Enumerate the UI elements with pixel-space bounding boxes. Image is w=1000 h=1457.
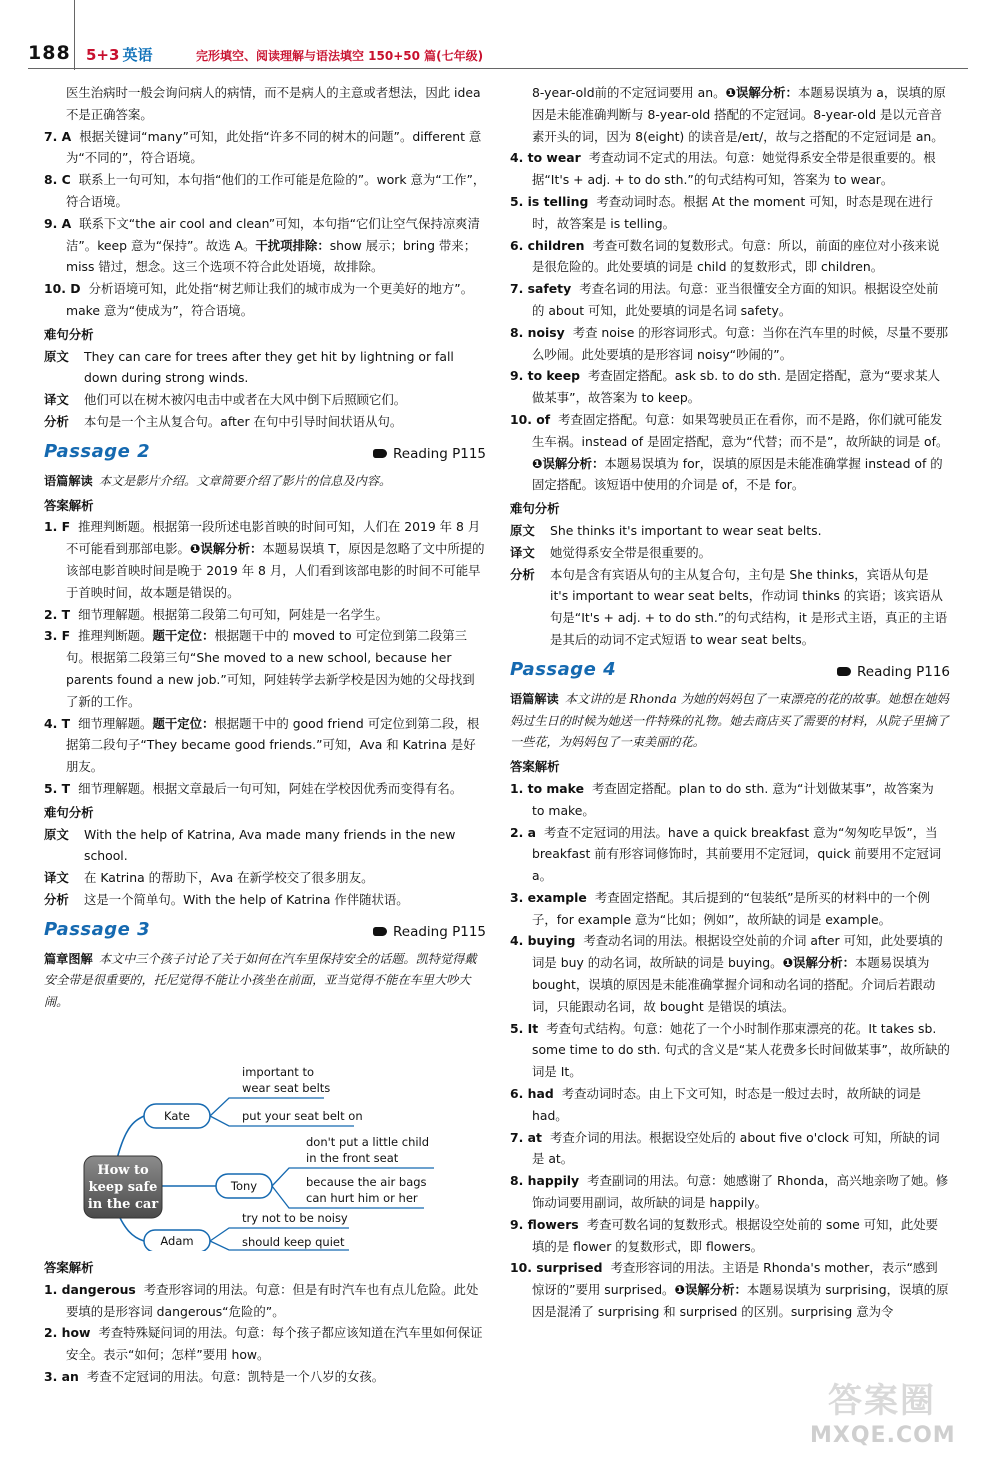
pointing-hand-icon bbox=[373, 927, 387, 936]
answer-item: 8. noisy 考查 noise 的形容词形式。句意：当你在汽车里的时候，尽量不要那么吵闹。此处要填的是形容词 noisy“吵闹的”。 bbox=[510, 324, 949, 362]
answer-item: 3. example 考查固定搭配。其后提到的“包装纸”是所买的材料中的一个例子，for example 意为“比如；例如”，故所缺的词是 example。 bbox=[510, 889, 930, 927]
passage-title: Passage 2 bbox=[44, 440, 151, 462]
answer-item: 10. of 考查固定搭配。句意：如果驾驶员正在看你，而不是路，你们就可能发生车祸。instead of 是固定搭配，意为“代替；而不是”，故所缺的词是 of。❶误解分析：本题易误填为 for，误填的原因是未能准确掌握 instead of 的固定搭配。该短语中使用的介词是 of，不是 for。 bbox=[510, 411, 949, 493]
passage-intro: 篇章图解 本文中三个孩子讨论了关于如何在汽车里保持安全的话题。凯特觉得戴安全带是很重要的，托尼觉得不能让小孩坐在前面，亚当觉得不能在车里大吵大闹。 bbox=[44, 951, 477, 1010]
answer-list-p1 bbox=[44, 126, 486, 322]
answer-item: 9. flowers 考查可数名词的复数形式。根据设空处前的 some 可知，此处要填的是 flower 的复数形式，即 flowers。 bbox=[510, 1216, 939, 1254]
analysis-row: 原文 They can care for trees after they get hit by lightning or fall down during strong winds. bbox=[44, 348, 454, 386]
analysis-row: 译文 他们可以在树木被闪电击中或者在大风中倒下后照顾它们。 bbox=[44, 392, 407, 408]
answer-item: 1. to make 考查固定搭配。plan to do sth. 意为“计划做某事”，故答案为 to make。 bbox=[510, 780, 934, 818]
node-adam-label: Adam bbox=[160, 1234, 194, 1249]
answer-item: 6. had 考查动词时态。由上下文可知，时态是一般过去时，故所缺的词是 had。 bbox=[510, 1086, 922, 1123]
continued-text: 医生治病时一般会询问病人的病情，而不是病人的主意或者想法，因此 idea 不是正确答案。 bbox=[66, 85, 481, 122]
center-line-3: in the car bbox=[87, 1197, 159, 1213]
answer-item: 9. to keep 考查固定搭配。ask sb. to do sth. 是固定搭配，意为“要求某人做某事”，故答案为 to keep。 bbox=[510, 368, 940, 406]
tony-branch-1-line2: in the front seat bbox=[306, 1151, 399, 1166]
center-line-1: How to bbox=[97, 1163, 149, 1179]
answer-item: 4. buying 考查动名词的用法。根据设空处前的介词 after 可知，此处要填的词是 buy 的动名词，故所缺的词是 buying。❶误解分析：本题易误填为 bought，误填的原因是未能准确掌握介词和动名词的搭配。介词后若跟动词，只能跟动名词，故 bought 是错误的填法。 bbox=[510, 933, 943, 1014]
answer-item: 1. F 推理判断题。根据第一段所述电影首映的时间可知，人们在 2019 年 8 月不可能看到那部电影。❶误解分析：本题易误填 T，原因是忽略了文中所提的该部电影首映时间是晚于 2019 年 8 月，人们看到该部电影的时间不可能早于首映时间，故本题是错误的。 bbox=[44, 519, 485, 600]
brand bbox=[86, 44, 152, 65]
passage-title: Passage 4 bbox=[510, 658, 617, 680]
section-heading: 难句分析 bbox=[44, 804, 94, 820]
answer-item: 10. D 分析语境可知，此处指“树艺师让我们的城市成为一个更美好的地方”。make 意为“使成为”，符合语境。 bbox=[44, 281, 474, 318]
passage-title: Passage 3 bbox=[44, 918, 151, 940]
book-title: 完形填空、阅读理解与语法填空 150+50 篇(七年级) bbox=[196, 49, 484, 63]
kate-branch-1-line2: wear seat belts bbox=[242, 1081, 331, 1096]
answer-item: 7. at 考查介词的用法。根据设空处后的 about five o'clock 可知，所缺的词是 at。 bbox=[510, 1129, 940, 1167]
mind-map-svg bbox=[44, 1016, 486, 1251]
answer-item: 1. dangerous 考查形容词的用法。句意：但是有时汽车也有点儿危险。此处要填的是形容词 dangerous“危险的”。 bbox=[44, 1281, 479, 1319]
watermark-line1: 答案圈 bbox=[828, 1381, 936, 1421]
passage-heading bbox=[510, 659, 950, 685]
left-column bbox=[44, 82, 486, 1388]
watermark bbox=[810, 1373, 980, 1453]
section-heading: 难句分析 bbox=[510, 501, 560, 517]
passage-reference: Reading P115 bbox=[373, 922, 486, 944]
answer-item: 9. A 联系下文“the air cool and clean”可知，本句指“它们让空气保持凉爽清洁”。keep 意为“保持”。故选 A。干扰项排除：show 展示；bring 带来；miss 错过，想念。这三个选项不符合此处语境，故排除。 bbox=[44, 215, 480, 275]
passage-reference: Reading P115 bbox=[373, 444, 486, 466]
kate-branch-1-line1: important to bbox=[242, 1065, 315, 1080]
passage-intro: 语篇解读 本文是影片介绍。文章简要介绍了影片的信息及内容。 bbox=[44, 473, 392, 488]
continued-text: 8-year-old前的不定冠词要用 an。❶误解分析：本题易误填为 a，误填的原因是未能准确判断与 8-year-old 搭配的不定冠词。8-year-old 是以元音音素开头的词，因为 8(eight) 的读音是/eɪt/，故与之搭配的不定冠词是 an。 bbox=[532, 85, 946, 144]
analysis-row: 原文 With the help of Katrina, Ava made many friends in the new school. bbox=[44, 826, 456, 864]
center-line-2: keep safe bbox=[88, 1180, 158, 1196]
answer-item: 8. happily 考查副词的用法。句意：她感谢了 Rhonda，高兴地亲吻了她。修饰动词要用副词，故所缺的词是 happily。 bbox=[510, 1173, 949, 1211]
page-header bbox=[28, 38, 968, 78]
page-number: 188 bbox=[28, 42, 71, 64]
passage-heading bbox=[44, 919, 486, 945]
mind-map bbox=[44, 1016, 486, 1251]
answer-item: 7. safety 考查名词的用法。句意：亚当很懂安全方面的知识。根据设空处前的 about 可知，此处要填的词是名词 safety。 bbox=[510, 281, 939, 318]
answer-item: 6. children 考查可数名词的复数形式。句意：所以，前面的座位对小孩来说是很危险的。此处要填的词是 child 的复数形式，即 children。 bbox=[510, 237, 940, 275]
kate-branch-2: put your seat belt on bbox=[242, 1109, 363, 1124]
answer-item: 4. to wear 考查动词不定式的用法。句意：她觉得系安全带是很重要的。根据“It's + adj. + to do sth.”的句式结构可知，答案为 to wear。 bbox=[510, 150, 936, 188]
section-heading: 答案解析 bbox=[510, 759, 560, 775]
answer-item: 5. It 考查句式结构。句意：她花了一个小时制作那束漂亮的花。It takes sb. some time to do sth. 句式的含义是“某人花费多长时间做某事”，故所缺的词是 It。 bbox=[510, 1020, 950, 1080]
answer-item: 7. A 根据关键词“many”可知，此处指“许多不同的树木的问题”。different 意为“不同的”，符合语境。 bbox=[44, 128, 482, 166]
answer-item: 3. F 推理判断题。题干定位：根据题干中的 moved to 可定位到第二段第三句。根据第二段第三句“She moved to a new school, because her parents found a new job.”可知，阿娃转学去新学校是因为她的父母找到了新的工作。 bbox=[44, 628, 475, 709]
answer-item: 3. an 考查不定冠词的用法。句意：凯特是一个八岁的女孩。 bbox=[44, 1369, 385, 1385]
passage-intro: 语篇解读 本文讲的是 Rhonda 为她的妈妈包了一束漂亮的花的故事。她想在她妈妈过生日的时候为她送一件特殊的礼物。她去商店买了需要的材料，从院子里摘了一些花，为妈妈包了一束美丽的花。 bbox=[510, 691, 949, 750]
analysis-row: 译文 她觉得系安全带是很重要的。 bbox=[510, 544, 712, 560]
analysis-row: 译文 在 Katrina 的帮助下，Ava 在新学校交了很多朋友。 bbox=[44, 870, 374, 886]
pointing-hand-icon bbox=[373, 449, 387, 458]
passage-heading bbox=[44, 441, 486, 467]
answer-item: 2. T 细节理解题。根据第二段第二句可知，阿娃是一名学生。 bbox=[44, 606, 388, 622]
adam-branch-1: try not to be noisy bbox=[242, 1211, 348, 1226]
pointing-hand-icon bbox=[837, 667, 851, 676]
answer-item: 5. T 细节理解题。根据文章最后一句可知，阿娃在学校因优秀而变得有名。 bbox=[44, 780, 463, 796]
section-heading: 答案解析 bbox=[44, 497, 94, 513]
node-tony-label: Tony bbox=[230, 1179, 258, 1194]
section-heading: 难句分析 bbox=[44, 326, 94, 342]
tony-branch-2-line1: because the air bags bbox=[306, 1175, 427, 1190]
answer-item: 2. how 考查特殊疑问词的用法。句意：每个孩子都应该知道在汽车里如何保证安全。表示“如何；怎样”要用 how。 bbox=[44, 1325, 483, 1363]
section-heading: 答案解析 bbox=[44, 1260, 94, 1276]
tony-branch-1-line1: don't put a little child bbox=[306, 1135, 430, 1150]
right-column bbox=[510, 82, 950, 1323]
answer-item: 5. is telling 考查动词时态。根据 At the moment 可知，时态是现在进行时，故答案是 is telling。 bbox=[510, 193, 934, 231]
analysis-row: 分析 本句是含有宾语从句的主从复合句，主句是 She thinks，宾语从句是 it's important to wear seat belts，作动词 thinks 的宾语；该宾语从句是“It's + adj. + to do sth.”的句式结构，it 是形式主语，真正的主语是其后的动词不定式短语 to wear seat belts。 bbox=[510, 566, 948, 647]
answer-item: 8. C 联系上一句可知，本句指“他们的工作可能是危险的”。work 意为“工作”，符合语境。 bbox=[44, 172, 486, 209]
watermark-line2: MXQE.COM bbox=[810, 1423, 956, 1448]
brand-part1: 5+3 bbox=[86, 46, 120, 64]
adam-branch-2: should keep quiet bbox=[242, 1235, 345, 1250]
header-rule bbox=[28, 68, 968, 69]
tony-branch-2-line2: can hurt him or her bbox=[306, 1191, 418, 1206]
brand-part2: 英语 bbox=[122, 46, 153, 64]
passage-reference: Reading P116 bbox=[837, 662, 950, 684]
analysis-row: 分析 本句是一个主从复合句。after 在句中引导时间状语从句。 bbox=[44, 413, 403, 429]
answer-item: 4. T 细节理解题。题干定位：根据题干中的 good friend 可定位到第二段，根据第二段句子“They became good friends.”可知，Ava 和 Katrina 是好朋友。 bbox=[44, 715, 480, 775]
analysis-row: 分析 这是一个简单句。With the help of Katrina 作伴随状语。 bbox=[44, 891, 409, 907]
analysis-row: 原文 She thinks it's important to wear seat belts. bbox=[510, 522, 822, 538]
answer-item: 2. a 考查不定冠词的用法。have a quick breakfast 意为“匆匆吃早饭”，当 breakfast 前有形容词修饰时，其前要用不定冠词，quick 前要用不定冠词 a。 bbox=[510, 824, 942, 884]
header-vertical-rule bbox=[74, 0, 75, 70]
node-kate-label: Kate bbox=[164, 1109, 190, 1124]
answer-item: 10. surprised 考查形容词的用法。主语是 Rhonda's mother，表示“感到惊讶的”要用 surprised。❶误解分析：本题易误填为 surprising，误填的原因是混淆了 surprising 和 surprised 的区别。surprising 意为令 bbox=[510, 1260, 949, 1320]
